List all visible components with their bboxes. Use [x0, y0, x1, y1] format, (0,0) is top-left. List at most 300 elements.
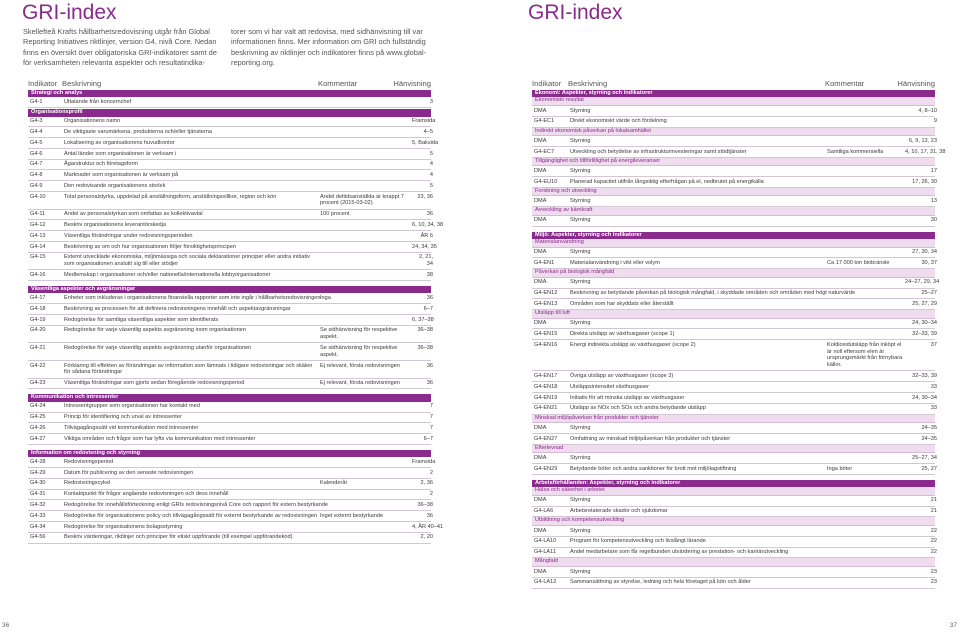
row-description: Väsentliga förändringar under redovisningsperioden	[64, 232, 193, 239]
row-description: Övriga utsläpp av växthusgaser (scope 3)	[570, 373, 674, 380]
row-description: Styrning	[570, 568, 591, 575]
table-row	[532, 423, 935, 434]
row-description: Redovisningsperiod	[64, 458, 114, 465]
section-header: Organisationsprofil	[28, 109, 431, 116]
row-reference: 36	[426, 380, 433, 387]
table-row	[28, 423, 431, 434]
row-reference: 30	[930, 217, 937, 224]
row-description: Styrning	[570, 107, 591, 114]
table-row	[28, 522, 444, 533]
row-indicator: G4-17	[30, 295, 46, 302]
row-indicator: DMA	[534, 137, 547, 144]
row-indicator: G4-EN12	[534, 290, 558, 297]
row-comment	[320, 317, 412, 324]
row-reference: 4–5	[423, 128, 433, 135]
row-reference: 3	[429, 98, 433, 105]
row-comment	[320, 414, 412, 421]
row-indicator: G4-25	[30, 414, 46, 421]
row-indicator: DMA	[534, 279, 547, 286]
row-reference: 6–7	[423, 305, 433, 312]
row-reference: 7	[429, 403, 433, 410]
row-reference: 2, 21, 34	[419, 254, 433, 268]
row-comment	[320, 118, 412, 125]
row-comment	[827, 179, 905, 186]
row-description: Beskriv värderingar, riktlinjer och principer för etiskt uppförande (till exempel uppförandekod)	[64, 534, 293, 541]
header-comment: Kommentar	[825, 79, 865, 88]
table-row	[28, 220, 444, 231]
row-reference: 4, 10, 17, 31, 38	[905, 148, 946, 155]
section-header: Miljö: Aspekter, styrning och indikatorer	[532, 232, 935, 239]
section-header: Strategi och analys	[28, 90, 431, 97]
row-comment	[827, 331, 905, 338]
left-table-header	[28, 79, 431, 89]
right-page-number: 37	[949, 622, 957, 629]
row-indicator: G4-EN27	[534, 435, 558, 442]
row-comment	[827, 138, 905, 145]
table-row	[532, 382, 935, 393]
table-row	[28, 500, 431, 511]
row-reference: 36	[426, 211, 433, 218]
table-row	[28, 181, 431, 192]
row-description: Utveckling och betydelse av infrastrukturinvesteringar samt stödtjänster	[570, 148, 747, 155]
row-reference: 36–38	[417, 501, 433, 508]
table-row	[28, 170, 431, 181]
table-row	[28, 192, 431, 210]
row-description: Beskriv organisationens leverantörskedja	[64, 221, 166, 228]
row-description: Datum för publicering av den senaste redovisningen	[64, 469, 194, 476]
row-comment	[320, 233, 412, 240]
row-reference: 25, 27, 29	[912, 300, 937, 307]
row-description: Total personalstyrka, uppdelad på anställningsform, anställningsvillkor, region och kön	[64, 193, 277, 200]
table-row	[532, 578, 935, 589]
row-reference: 24–27, 29, 34	[905, 279, 940, 286]
row-reference: 2	[429, 469, 433, 476]
row-comment	[827, 118, 905, 125]
table-row	[532, 329, 935, 340]
row-reference: 36–38	[417, 345, 433, 351]
row-description: Styrning	[570, 198, 591, 205]
row-reference: 33	[930, 383, 937, 390]
row-comment: Koldioxidutsläpp från inköpt el är noll eftersom elen är ursprungsmärkt från förnybara källor.	[827, 341, 903, 369]
row-indicator: G4-11	[30, 211, 46, 218]
row-comment: Inga	[320, 295, 331, 302]
header-description: Beskrivning	[568, 79, 608, 88]
row-description: Betydande böter och andra sanktioner för brott mot miljölagstiftning	[570, 465, 737, 472]
table-row	[28, 511, 431, 522]
table-row	[28, 138, 439, 149]
table-row	[532, 216, 935, 227]
row-description: Uttalande från koncernchef	[64, 98, 132, 105]
row-indicator: G4-EC7	[534, 148, 555, 155]
right-gri-table	[532, 79, 946, 589]
row-indicator: G4-34	[30, 523, 46, 530]
row-indicator: G4-LA10	[534, 538, 557, 545]
table-row	[28, 533, 431, 544]
row-indicator: G4-26	[30, 424, 46, 431]
row-comment: Inget externt bestyrkande	[320, 512, 384, 519]
table-row	[532, 248, 935, 259]
row-indicator: G4-EN19	[534, 394, 558, 401]
row-indicator: G4-8	[30, 172, 43, 179]
row-indicator: G4-EN13	[534, 300, 558, 307]
row-reference: ÅR 6	[420, 232, 433, 239]
row-reference: 32–33, 39	[912, 331, 937, 338]
row-description: Energi indirekta utsläpp av växthusgaser (scope 2)	[570, 341, 696, 348]
table-row	[28, 490, 431, 501]
row-comment	[320, 436, 412, 443]
header-reference: Hänvisning	[897, 79, 935, 88]
table-row	[532, 177, 935, 188]
section-header: Information om redovisning och styrning	[28, 450, 431, 457]
row-indicator: G4-EN16	[534, 341, 558, 348]
subsection-header: Utsläpp till luft	[532, 310, 935, 319]
row-indicator: G4-12	[30, 221, 46, 228]
row-comment	[827, 569, 905, 576]
row-reference: 5	[429, 150, 433, 157]
row-reference: 4	[429, 172, 433, 179]
row-comment	[827, 579, 905, 586]
row-description: Utsläpp av NOx och SOx och andra betydande utsläpp	[570, 405, 706, 412]
row-comment	[320, 306, 412, 313]
row-comment: Se sidhänvisning för respektive aspekt.	[320, 327, 398, 341]
row-comment: Inga böter	[827, 465, 853, 472]
row-reference: Framsida	[412, 118, 436, 125]
row-indicator: G4-22	[30, 362, 46, 369]
row-indicator: G4-EN17	[534, 373, 558, 380]
row-reference: 17	[930, 167, 937, 174]
row-indicator: G4-LA11	[534, 549, 556, 556]
row-comment	[320, 140, 412, 147]
subsection-header: Mångfald	[532, 558, 935, 567]
row-comment	[320, 99, 412, 106]
row-comment	[827, 538, 905, 545]
row-reference: 36	[426, 362, 433, 369]
row-comment	[320, 425, 412, 432]
table-row	[532, 166, 935, 177]
row-reference: 2, 36	[420, 480, 433, 487]
row-reference: 9	[933, 118, 937, 125]
row-indicator: G4-4	[30, 128, 43, 135]
table-row	[28, 343, 431, 361]
row-description: Väsentliga förändringar som gjorts sedan föregående redovisningsperiod	[64, 380, 245, 387]
row-reference: 7	[429, 424, 433, 431]
table-row	[28, 457, 436, 468]
row-comment	[827, 279, 905, 286]
row-indicator: DMA	[534, 320, 547, 327]
subsection-header: Efterlevnad	[532, 445, 935, 454]
row-reference: 2	[429, 491, 433, 498]
row-description: Styrning	[570, 249, 591, 256]
row-reference: 5	[429, 182, 433, 189]
row-comment	[827, 549, 905, 556]
row-description: Marknader som organisationen är verksam på	[64, 172, 179, 179]
right-page-title: GRI-index	[528, 1, 623, 24]
row-reference: 4	[429, 161, 433, 168]
row-indicator: DMA	[534, 198, 547, 205]
table-row	[28, 149, 431, 160]
row-reference: 27, 30, 34	[912, 249, 937, 256]
row-reference: 4, ÅR 40–41	[412, 523, 444, 530]
row-description: Beskrivning av om och hur organisationen följer försiktighetsprincipen	[64, 243, 236, 250]
row-comment	[320, 524, 412, 531]
row-indicator: DMA	[534, 454, 547, 461]
row-reference: 2, 20	[420, 534, 433, 541]
row-description: Beskrivning av processen för att definiera redovisningens innehåll och aspektavgränsningar	[64, 305, 291, 312]
table-row	[28, 210, 431, 221]
table-row	[28, 326, 431, 344]
table-row	[28, 304, 431, 315]
table-row	[532, 507, 935, 518]
row-indicator: G4-EN15	[534, 331, 558, 338]
row-reference: 22	[930, 538, 937, 545]
row-comment: 100 procent	[320, 211, 350, 218]
row-indicator: DMA	[534, 568, 547, 575]
subsection-header: Materialanvändning	[532, 239, 935, 248]
row-description: Planerad kapacitet utifrån långsiktig efterfrågan på el, nedbrutet på energikälla	[570, 178, 764, 185]
table-row	[28, 97, 431, 108]
row-comment	[320, 534, 412, 541]
table-row	[532, 340, 935, 371]
table-row	[28, 479, 431, 490]
section-header: Ekonomi: Aspekter, styrning och indikatorer	[532, 90, 935, 97]
table-row	[532, 289, 935, 300]
row-comment	[320, 244, 412, 251]
table-row	[532, 464, 935, 475]
row-comment	[827, 217, 905, 224]
row-indicator: G4-5	[30, 139, 43, 146]
row-comment	[320, 254, 412, 268]
row-description: Områden som har skyddats eller återställt	[570, 300, 674, 307]
table-row	[28, 434, 431, 445]
row-comment	[320, 183, 412, 190]
row-description: Princip för identifiering och urval av intressenter	[64, 414, 182, 421]
row-description: Sammansättning av styrelse, ledning och hela företaget på kön och ålder	[570, 579, 751, 586]
table-row	[28, 379, 431, 390]
row-comment	[827, 436, 905, 443]
row-description: Intressentgrupper som organisationen har kontakt med	[64, 403, 200, 410]
row-description: De viktigaste varumärkena, produkterna och/eller tjänsterna	[64, 128, 212, 135]
row-reference: 24–35	[921, 435, 937, 442]
row-description: Redogörelse för varje väsentlig aspekts avgränsning utanför organisationen	[64, 345, 252, 351]
row-reference: 38	[426, 271, 433, 278]
header-reference: Hänvisning	[393, 79, 431, 88]
row-indicator: DMA	[534, 167, 547, 174]
table-row	[28, 231, 431, 242]
row-description: Enheter som inkluderas i organisationens finansiella rapporter som inte ingår i hållbarhetsredovisningen	[64, 295, 321, 302]
row-description: Den redovisande organisationens storlek	[64, 182, 166, 189]
row-indicator: G4-28	[30, 458, 46, 465]
row-indicator: G4-3	[30, 118, 43, 125]
row-indicator: G4-6	[30, 150, 43, 157]
row-comment	[827, 497, 905, 504]
row-reference: 32–33, 39	[912, 373, 937, 380]
row-description: Organisationens namn	[64, 118, 121, 125]
row-comment	[320, 161, 412, 168]
row-indicator: G4-EU10	[534, 178, 558, 185]
row-description: Andel av personalstyrkan som omfattas av kollektivavtal	[64, 211, 203, 218]
right-table-header	[532, 79, 935, 89]
row-description: Styrning	[570, 137, 591, 144]
table-row	[28, 242, 437, 253]
row-comment	[827, 528, 905, 535]
row-description: Styrning	[570, 217, 591, 224]
left-page-number: 36	[2, 622, 10, 629]
row-description: Styrning	[570, 167, 591, 174]
row-reference: 6–7	[423, 435, 433, 442]
row-reference: 23, 36	[417, 193, 433, 200]
row-reference: 22	[930, 549, 937, 556]
row-indicator: DMA	[534, 497, 547, 504]
table-row	[532, 434, 935, 445]
row-description: Omfattning av minskad miljöpåverkan från produkter och tjänster	[570, 435, 731, 442]
table-row	[28, 315, 434, 326]
row-reference: 21	[930, 497, 937, 504]
row-comment	[320, 502, 412, 509]
row-description: Andel medarbetare som får regelbunden utvärdering av prestation- och karriärutveckling	[570, 549, 789, 556]
row-comment: Ej relevant, första redovisningen	[320, 362, 400, 369]
row-indicator: G4-32	[30, 501, 46, 508]
row-indicator: G4-7	[30, 161, 43, 168]
left-page-title: GRI-index	[22, 1, 117, 24]
row-description: Medlemskap i organisationer och/eller nationella/internationella lobbyorganisationer	[64, 271, 271, 278]
row-indicator: DMA	[534, 249, 547, 256]
row-reference: 22	[930, 527, 937, 534]
section-header: Kommunikation och intressenter	[28, 394, 431, 401]
row-reference: 5, Baksida	[412, 139, 439, 146]
row-indicator: G4-13	[30, 232, 46, 239]
row-description: Redogörelse för varje väsentlig aspekts avgränsning inom organisationen	[64, 327, 246, 334]
row-comment: Andel deltidsanställda är knappt 7 procent (2015-03-02).	[320, 193, 404, 207]
row-description: Styrning	[570, 279, 591, 286]
row-comment	[827, 425, 905, 432]
subsection-header: Avveckling av kärnkraft	[532, 207, 935, 216]
row-comment	[320, 129, 412, 136]
row-comment	[827, 301, 905, 308]
header-description: Beskrivning	[62, 79, 102, 88]
row-reference: 24, 30–34	[912, 320, 937, 327]
row-reference: 6, 9, 13, 23	[909, 137, 937, 144]
row-indicator: G4-27	[30, 435, 46, 442]
table-row	[532, 258, 935, 269]
row-indicator: DMA	[534, 424, 547, 431]
table-row	[532, 567, 935, 578]
row-reference: 6, 10, 34, 38	[412, 221, 444, 228]
subsection-header: Minskad miljöpåverkan från produkter och tjänster	[532, 415, 935, 424]
table-row	[532, 196, 935, 207]
row-description: Materialanvändning i vikt eller volym	[570, 259, 660, 266]
row-description: Förklaring till effekten av förändringar av information som lämnats i tidigare redovisningar och skälen för sådana förändringar	[64, 362, 313, 376]
row-description: Program för kompetensutveckling och livslångt lärande	[570, 538, 706, 545]
row-description: Styrning	[570, 320, 591, 327]
row-indicator: G4-29	[30, 469, 46, 476]
row-indicator: G4-LA12	[534, 579, 557, 586]
row-reference: 37	[930, 341, 937, 348]
row-description: Viktiga områden och frågor som har lyfts via kommunikation med intressenter	[64, 435, 256, 442]
row-comment	[320, 491, 412, 498]
row-indicator: G4-14	[30, 243, 46, 250]
table-row	[532, 526, 935, 537]
row-comment	[320, 459, 412, 466]
header-comment: Kommentar	[318, 79, 358, 88]
left-table-body	[28, 90, 444, 544]
table-row	[532, 496, 935, 507]
row-reference: 25, 27	[921, 465, 937, 472]
row-indicator: G4-16	[30, 271, 46, 278]
row-indicator: DMA	[534, 107, 547, 114]
table-row	[532, 147, 946, 158]
row-comment	[827, 198, 905, 205]
row-description: Redogörelse för samtliga väsentliga aspekter som identifierats	[64, 316, 219, 323]
row-indicator: DMA	[534, 217, 547, 224]
row-description: Direkta utsläpp av växthusgaser (scope 1)	[570, 331, 675, 338]
subsection-header: Ekonomiskt resultat	[532, 97, 935, 106]
subsection-header: Påverkan på biologisk mångfald	[532, 269, 935, 278]
row-indicator: G4-20	[30, 327, 46, 334]
row-comment	[827, 373, 905, 380]
row-reference: 4, 8–10	[918, 107, 937, 114]
row-indicator: G4-33	[30, 512, 46, 519]
table-row	[532, 106, 935, 117]
row-description: Styrning	[570, 527, 591, 534]
row-description: Redogörelse för organisationens policy och tillvägagångssätt för externt bestyrkande av redovisningen	[64, 512, 318, 519]
table-row	[532, 453, 935, 464]
row-indicator: G4-EC1	[534, 118, 555, 125]
row-description: Redovisningscykel	[64, 480, 111, 487]
row-comment	[827, 108, 905, 115]
row-indicator: G4-21	[30, 345, 46, 351]
table-row	[532, 319, 935, 330]
table-row	[28, 253, 431, 271]
row-comment	[827, 290, 905, 297]
row-reference: 36–38	[417, 327, 433, 334]
row-comment: Se sidhänvisning för respektive aspekt.	[320, 345, 398, 358]
row-indicator: G4-30	[30, 480, 46, 487]
row-comment	[827, 320, 905, 327]
row-reference: 24–35	[921, 424, 937, 431]
table-row	[532, 393, 935, 404]
row-comment: Ca 17 000 ton biobränsle	[827, 259, 890, 266]
row-comment	[827, 508, 905, 515]
row-comment	[827, 455, 905, 462]
intro-text-col1: Skellefteå Krafts hållbarhetsredovisning utgår från Global Reporting Initiatives riktlinjer, version G4, nivå Core. Nedan finns en översikt över obligatoriska GRI-indikatorer samt de för verksamheten relevanta aspekter och resultatindika-	[23, 27, 217, 67]
row-reference: 24, 34, 35	[412, 243, 437, 250]
row-description: Redogörelse för innehållsförteckning enligt GRIs redovisningsnivå Core och rapport för extern bestyrkande	[64, 501, 328, 508]
row-comment: Samtliga kommersiella	[827, 148, 884, 155]
table-row	[532, 299, 935, 310]
subsection-header: Tillgänglighet och tillförlitlighet på energileveranser	[532, 158, 935, 167]
row-comment: Kalenderår	[320, 480, 348, 487]
row-description: Ägarstruktur och företagsform	[64, 161, 138, 168]
row-indicator: G4-EN18	[534, 383, 558, 390]
row-description: Beskrivning av betydande påverkan på biologisk mångfald, i skyddade områden och områden med högt naturvärde	[570, 290, 856, 297]
row-comment	[827, 405, 905, 412]
table-row	[28, 413, 431, 424]
row-comment	[827, 168, 905, 175]
row-comment: Ej relevant, första redovisningen	[320, 380, 400, 387]
table-row	[28, 117, 436, 128]
row-indicator: G4-10	[30, 193, 46, 200]
row-indicator: G4-9	[30, 182, 43, 189]
row-indicator: G4-18	[30, 305, 46, 312]
row-indicator: G4-19	[30, 316, 46, 323]
row-reference: 36	[426, 512, 433, 519]
row-description: Lokalisering av organisationens huvudkontor	[64, 139, 175, 146]
row-indicator: G4-EN21	[534, 405, 558, 412]
row-description: Redogörelse för organisationens bolagsstyrning	[64, 523, 183, 530]
table-row	[532, 278, 940, 289]
section-header: Väsentliga aspekter och avgränsningar	[28, 286, 431, 293]
row-description: Initiativ för att minska utsläpp av växthusgaser	[570, 394, 685, 401]
